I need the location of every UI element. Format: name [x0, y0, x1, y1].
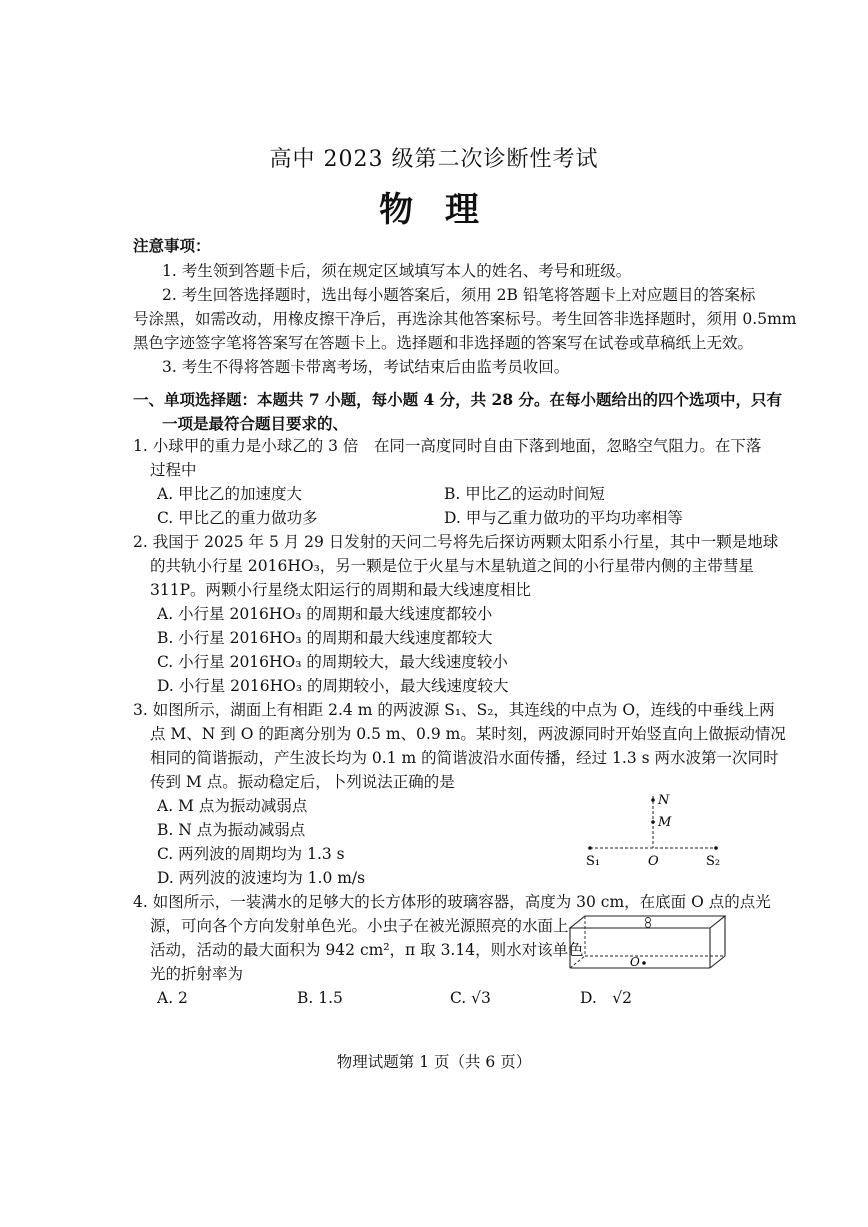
- section-heading-cont: 一项是最符合题目要求的、: [162, 414, 349, 433]
- q3-option-a: A. M 点为振动减弱点: [157, 797, 308, 815]
- q3-label-n: N: [658, 793, 670, 808]
- q2-option-c: C. 小行星 2016HO₃ 的周期较大，最大线速度较小: [157, 653, 508, 671]
- q4-option-a: A. 2: [157, 989, 188, 1007]
- q3-point-s1: [588, 846, 592, 850]
- q3-label-m: M: [658, 815, 672, 830]
- q3-stem-cont2: 相同的简谐振动，产生波长均为 0.1 m 的简谐波沿水面传播，经过 1.3 s 两水波第一次同时: [150, 749, 779, 767]
- q4-light-source: [642, 961, 646, 965]
- q4-option-b: B. 1.5: [297, 989, 343, 1007]
- q3-point-m: [651, 820, 655, 824]
- q4-stem: 4. 如图所示，一装满水的足够大的长方体形的玻璃容器，高度为 30 cm，在底面 O 点的点光: [133, 893, 771, 911]
- exam-title: 高中 2023 级第二次诊断性考试: [269, 147, 599, 172]
- section-heading: 一、单项选择题：本题共 7 小题，每小题 4 分，共 28 分。在每小题给出的四个选项中，只有: [133, 390, 783, 409]
- notice-item-2-cont2: 黑色字迹签字笔将答案写在答题卡上。选择题和非选择题的答案写在试卷或草稿纸上无效。: [133, 334, 754, 352]
- q4-bug-icon: [646, 918, 651, 923]
- page-footer: 物理试题第 1 页（共 6 页）: [336, 1053, 532, 1071]
- q3-point-n: [651, 798, 655, 802]
- q3-stem: 3. 如图所示，湖面上有相距 2.4 m 的两波源 S₁、S₂，其连线的中点为 O，连线的中垂线上两: [133, 701, 775, 719]
- q3-label-s1: S₁: [586, 854, 601, 869]
- q3-label-o: O: [648, 854, 659, 869]
- notice-item-2: 2. 考生回答选择题时，选出每小题答案后，须用 2B 铅笔将答题卡上对应题目的答案标: [162, 286, 756, 304]
- q3-label-s2: S₂: [706, 854, 721, 869]
- q3-stem-cont: 点 M、N 到 O 的距离分别为 0.5 m、0.9 m。某时刻，两波源同时开始竖直向上做振动情况: [150, 725, 786, 743]
- q2-option-a: A. 小行星 2016HO₃ 的周期和最大线速度都较小: [157, 605, 493, 623]
- q4-option-c: C. √3: [450, 989, 491, 1007]
- q4-stem-cont2: 活动，活动的最大面积为 942 cm²，π 取 3.14，则水对该单色: [150, 941, 584, 959]
- q2-option-d: D. 小行星 2016HO₃ 的周期较小，最大线速度较大: [157, 677, 509, 695]
- notice-item-3: 3. 考生不得将答题卡带离考场，考试结束后由监考员收回。: [162, 358, 570, 376]
- q1-option-c: C. 甲比乙的重力做功多: [157, 509, 318, 527]
- q4-box-edge: [710, 956, 725, 968]
- notice-item-1: 1. 考生领到答题卡后，须在规定区域填写本人的姓名、考号和班级。: [162, 262, 632, 280]
- q4-stem-cont: 源，可向各个方向发射单色光。小虫子在被光源照亮的水面上: [150, 917, 569, 935]
- q3-stem-cont3: 传到 M 点。振动稳定后，卜列说法正确的是: [150, 773, 455, 791]
- q2-stem: 2. 我国于 2025 年 5 月 29 日发射的天问二号将先后探访两颗太阳系小行星，其中一颗是地球: [133, 533, 779, 551]
- q3-option-c: C. 两列波的周期均为 1.3 s: [157, 845, 345, 863]
- q3-figure: [580, 786, 730, 872]
- q3-option-d: D. 两列波的波速均为 1.0 m/s: [157, 869, 366, 887]
- q4-figure: [560, 908, 740, 978]
- q1-stem-cont: 过程中: [150, 461, 197, 479]
- q3-option-b: B. N 点为振动减弱点: [157, 821, 306, 839]
- q2-option-b: B. 小行星 2016HO₃ 的周期和最大线速度都较大: [157, 629, 493, 647]
- notice-heading: 注意事项：: [133, 236, 211, 255]
- q2-stem-cont2: 311P。两颗小行星绕太阳运行的周期和最大线速度相比: [150, 581, 532, 599]
- exam-subject: 物 理: [379, 190, 489, 230]
- q1-option-d: D. 甲与乙重力做功的平均功率相等: [444, 509, 683, 527]
- q4-box-hidden-diagonal: [570, 956, 585, 968]
- q1-stem: 1. 小球甲的重力是小球乙的 3 倍 在同一高度同时自由下落到地面，忽略空气阻力。在下落: [133, 437, 762, 455]
- q2-stem-cont: 的共轨小行星 2016HO₃，另一颗是位于火星与木星轨道之间的小行星带内侧的主带彗星: [150, 557, 754, 575]
- q3-point-s2: [714, 846, 718, 850]
- q4-stem-cont3: 光的折射率为: [150, 965, 244, 983]
- q4-label-o: O: [630, 955, 640, 969]
- notice-item-2-cont: 号涂黑，如需改动，用橡皮擦干净后，再选涂其他答案标号。考生回答非选择题时，须用 0.5mm: [133, 310, 797, 328]
- q1-option-a: A. 甲比乙的加速度大: [157, 485, 303, 503]
- q1-option-b: B. 甲比乙的运动时间短: [444, 485, 605, 503]
- q4-bug-icon-body: [646, 923, 651, 928]
- q4-option-d: D. √2: [580, 989, 633, 1007]
